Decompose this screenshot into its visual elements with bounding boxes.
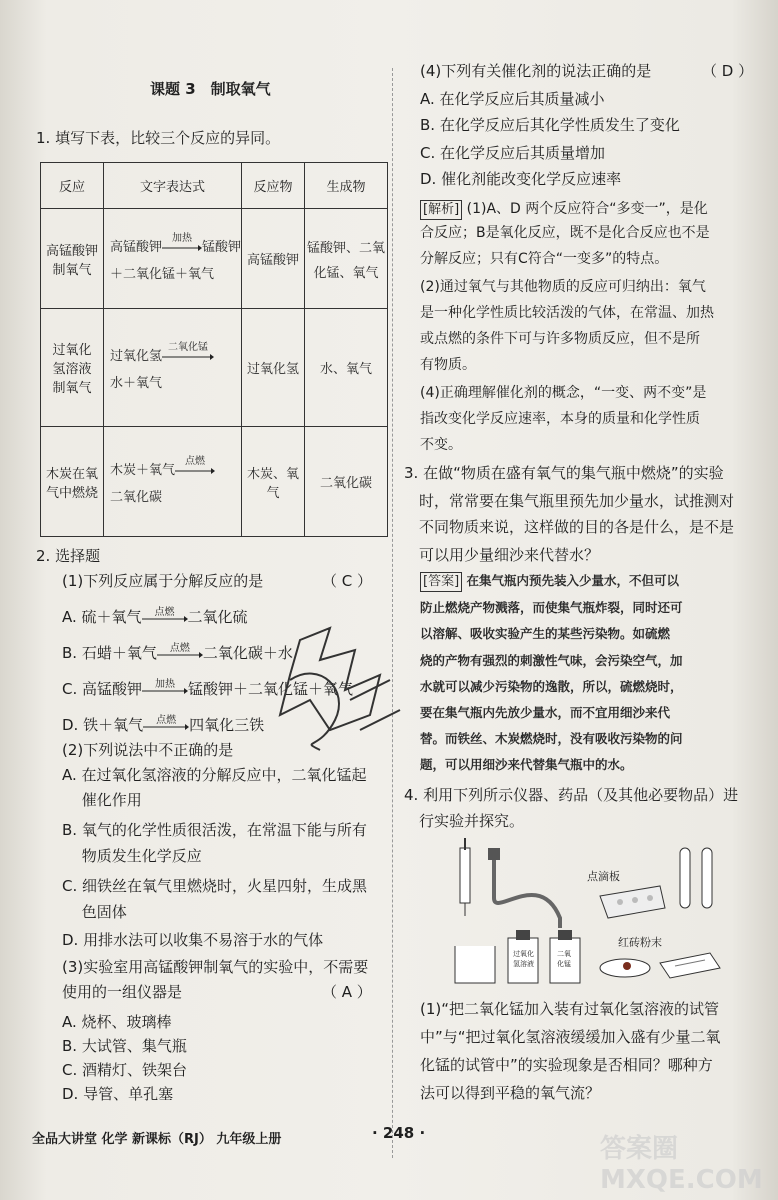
q2-4-stem: (4)下列有关催化剂的说法正确的是 <box>420 62 652 80</box>
table-header: 生成物 <box>305 163 388 209</box>
question-3-text: 3. 在做“物质在盛有氧气的集气瓶中燃烧”的实验 <box>404 464 724 482</box>
q2-1-option-a: A. 硫＋氧气 点燃 二氧化硫 <box>62 606 248 626</box>
lab-apparatus-illustration <box>450 838 730 988</box>
book-footer: 全品大讲堂 化学 新课标（RJ） 九年级上册 <box>32 1132 282 1147</box>
workbook-page: 课题 3 制取氧气 1. 填写下表，比较三个反应的异同。 反应 文字表达式 反应物 生成物 高锰酸钾 制氧气 高锰酸钾 加热 锰酸钾 ＋二氧化锰＋氧气 高锰酸钾 锰酸钾、二氧 化锰、氧气 过氧化 氢溶液 制氧气 过氧化氢 二氧化锰 水＋氧气 过氧化氢 水、氧气 木炭在氧 气中燃烧 木炭＋氧气 点燃 二氧化碳 木炭、氧气 二氧化碳 2. 选择题 (1)下列反应属于分解反应的是 （ C ） A. 硫＋氧气 点燃 二氧化硫 B. 石蜡＋氧气 点燃 二氧化碳＋水 C. 高锰酸钾 加热 锰酸钾＋二氧化锰＋氧气 D. 铁＋氧气 点燃 四氧化三铁 (2)下列说法中不正确的是 A. 在过氧化氢溶液的分解反应中，二氧化锰起 催化作用 B. 氧气的化学性质很活泼，在常温下能与所有 物质发生化学反应 C. 细铁丝在氧气里燃烧时，火星四射，生成黑 色固体 D. 用排水法可以收集不易溶于水的气体 (3)实验室用高锰酸钾制氧气的实验中，不需要 使用的一组仪器是 （ A ） A. 烧杯、玻璃棒 B. 大试管、集气瓶 C. 酒精灯、铁架台 D. 导管、单孔塞 (4)下列有关催化剂的说法正确的是 （ D ） A. 在化学反应后其质量减小 B. 在化学反应后其化学性质发生了变化 C. 在化学反应后其质量增加 D. 催化剂能改变化学反应速率 [解析] (1)A、D 两个反应符合“多变一”，是化 合反应；B是氧化反应，既不是化合反应也不是 分解反应；只有C符合“一变多”的特点。 (2)通过氧气与其他物质的反应可归纳出：氧气 是一种化学性质比较活泼的气体，在常温、加热 或点燃的条件下可与许多物质反应，但不是所 有物质。 (4)正确理解催化剂的概念，“一变、两不变”是 指改变化学反应速率，本身的质量和化学性质 不变。 3. 在做“物质在盛有氧气的集气瓶中燃烧”的实验 时，常常要在集气瓶里预先加少量水，试推测对 不同物质来说，这样做的目的各是什么，是不是 可以用少量细沙来代替水？ [答案] 在集气瓶内预先装入少量水，不但可以 防止燃烧产物溅落，而使集气瓶炸裂，同时还可 以溶解、吸收实验产生的某些污染物。如硫燃 烧的产物有强烈的刺激性气味，会污染空气，加 水就可以减少污染物的逸散，所以，硫燃烧时， 要在集气瓶内先放少量水，而不宜用细沙来代 替。而铁丝、木炭燃烧时，没有吸收污染物的问 题，可以用细沙来代替集气瓶中的水。 4. 利用下列所示仪器、药品（及其他必要物品）进 行实验并探究。 点滴板 过氧化 氢溶液 二氧 化锰 红砖粉末 (1)“把二氧化锰加入装有过氧化氢溶液的试管 中”与“把过氧化氢溶液缓缓加入盛有少量二氧 化锰的试管中”的实验现象是否相同？哪种方 法可以得到平稳的氧气流？ 全品大讲堂 化学 新课标（RJ） 九年级上册 · 248 · 答案圈 MXQE.COM <box>0 0 778 1200</box>
stopper-with-tube-icon <box>488 848 560 928</box>
question-1-text: 1. 填写下表，比较三个反应的异同。 <box>36 129 281 147</box>
test-tube-icon <box>680 848 712 908</box>
q2-1-answer: （ C ） <box>322 572 373 590</box>
site-watermark: 答案圈 MXQE.COM <box>600 1134 763 1195</box>
lesson-title: 课题 3 制取氧气 <box>150 80 271 98</box>
answer-block: [答案] 在集气瓶内预先装入少量水，不但可以 <box>420 570 679 592</box>
column-divider <box>392 68 393 1158</box>
svg-text:点滴板: 点滴板 <box>587 870 620 883</box>
paper-icon <box>660 953 720 978</box>
q2-3-stem: (3)实验室用高锰酸钾制氧气的实验中，不需要 <box>62 958 369 976</box>
page-number: · 248 · <box>372 1124 426 1142</box>
analysis-tag: [解析] <box>420 200 462 220</box>
svg-text:过氧化: 过氧化 <box>513 950 534 958</box>
reaction-arrow-icon <box>162 354 214 360</box>
table-header: 反应 <box>41 163 104 209</box>
analysis-block: [解析] (1)A、D 两个反应符合“多变一”，是化 <box>420 198 708 220</box>
svg-text:化锰: 化锰 <box>557 960 571 968</box>
table-header: 文字表达式 <box>104 163 242 209</box>
syringe-icon <box>460 838 470 916</box>
question-4-text: 4. 利用下列所示仪器、药品（及其他必要物品）进 <box>404 786 739 804</box>
reagent-bottle-icon <box>550 930 580 983</box>
q2-3-answer: （ A ） <box>322 983 372 1001</box>
q2-2-stem: (2)下列说法中不正确的是 <box>62 741 234 759</box>
svg-text:氢溶液: 氢溶液 <box>513 960 534 968</box>
reaction-table <box>40 162 388 537</box>
powder-dish-icon <box>600 959 650 977</box>
q2-1-option-d: D. 铁＋氧气 点燃 四氧化三铁 <box>62 714 265 734</box>
svg-text:红砖粉末: 红砖粉末 <box>618 936 662 949</box>
q2-1-option-b: B. 石蜡＋氧气 点燃 二氧化碳＋水 <box>62 642 293 662</box>
q2-4-answer: （ D ） <box>702 62 754 80</box>
reaction-arrow-icon <box>142 616 188 622</box>
q2-1-option-c: C. 高锰酸钾 加热 锰酸钾＋二氧化锰＋氧气 <box>62 678 354 698</box>
q4-1-text: (1)“把二氧化锰加入装有过氧化氢溶液的试管 <box>420 1000 720 1018</box>
table-row: 木炭在氧 气中燃烧 木炭＋氧气 点燃 二氧化碳 木炭、氧气 二氧化碳 <box>41 427 388 537</box>
pen-scribble-icon <box>260 620 410 760</box>
beaker-icon <box>455 946 495 983</box>
reagent-bottle-icon <box>508 930 538 983</box>
q2-1-stem: (1)下列反应属于分解反应的是 <box>62 572 264 590</box>
reaction-arrow-icon <box>157 652 203 658</box>
spot-plate-icon <box>600 886 665 918</box>
answer-tag: [答案] <box>420 572 462 592</box>
table-row: 过氧化 氢溶液 制氧气 过氧化氢 二氧化锰 水＋氧气 过氧化氢 水、氧气 <box>41 309 388 427</box>
question-2-text: 2. 选择题 <box>36 547 101 565</box>
reaction-arrow-icon <box>162 245 202 251</box>
table-header: 反应物 <box>242 163 305 209</box>
reaction-arrow-icon <box>143 724 189 730</box>
table-row: 高锰酸钾 制氧气 高锰酸钾 加热 锰酸钾 ＋二氧化锰＋氧气 高锰酸钾 锰酸钾、二氧 化锰、氧气 <box>41 209 388 309</box>
svg-text:二氧: 二氧 <box>557 950 571 958</box>
reaction-arrow-icon <box>175 468 215 474</box>
reaction-arrow-icon <box>142 688 188 694</box>
